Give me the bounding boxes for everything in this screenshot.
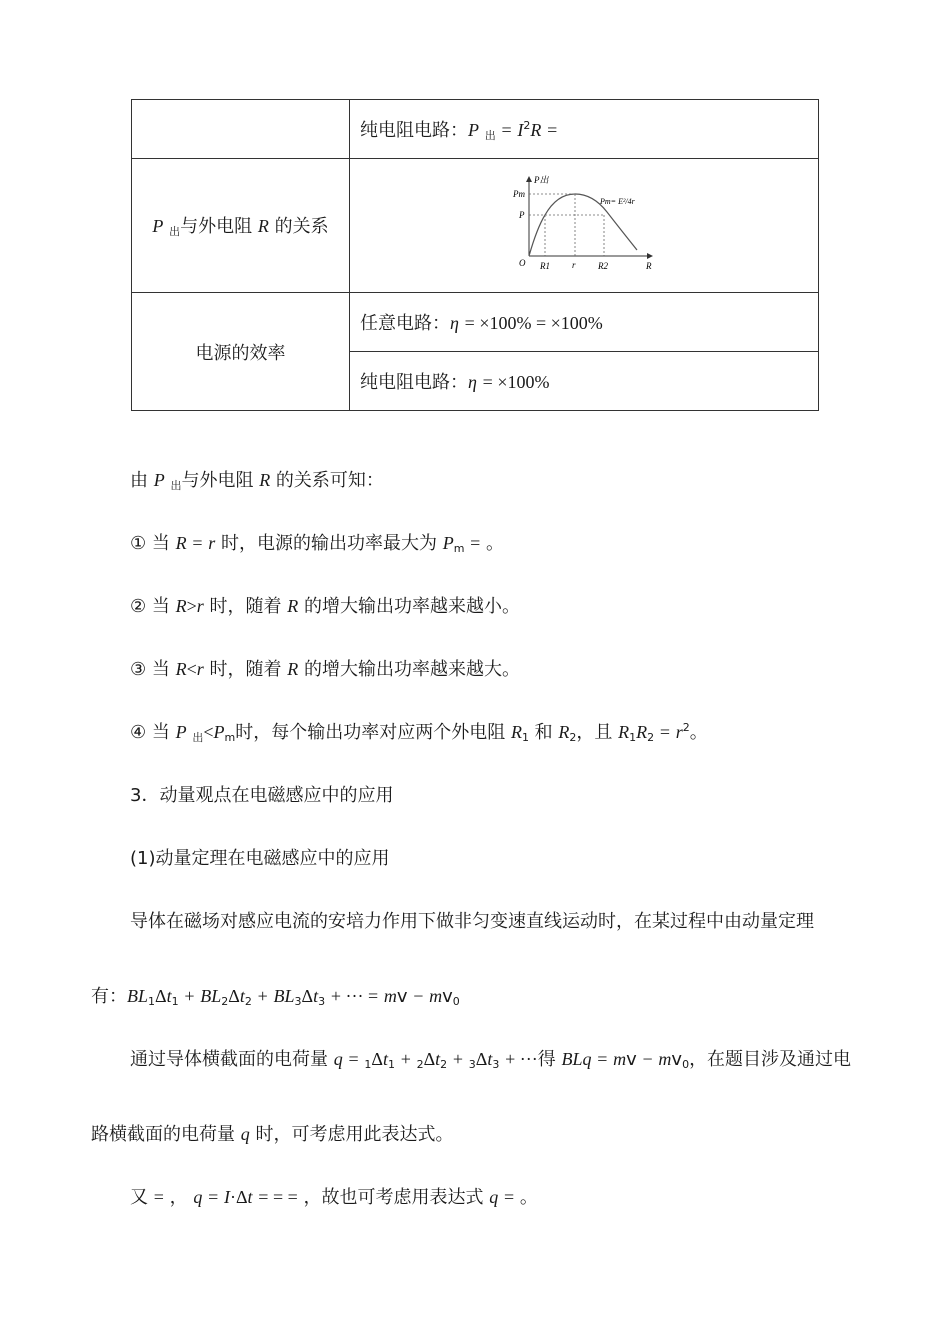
subsection-1-heading: (1)动量定理在电磁感应中的应用 <box>130 848 390 869</box>
table-row <box>132 293 819 352</box>
any-circuit-efficiency: 任意电路：η = ×100% = ×100% <box>350 293 819 352</box>
r1-label: R1 <box>540 260 550 271</box>
paragraph-1: 导体在磁场对感应电流的安培力作用下做非匀变速直线运动时，在某过程中由动量定理 <box>130 911 814 932</box>
table-row <box>132 159 819 293</box>
pure-circuit-efficiency: 纯电阻电路：η = ×100% <box>350 352 819 411</box>
pure-output-formula: 纯电阻电路：P $_出 = I^2R$ = <box>350 100 819 159</box>
efficiency-label: 电源的效率 <box>132 293 350 411</box>
p-label: P <box>519 209 525 220</box>
graph-cell <box>350 159 819 293</box>
table-cell <box>132 100 350 159</box>
section-3-heading: 3．动量观点在电磁感应中的应用 <box>130 785 394 806</box>
y-axis-label: P出 <box>534 174 549 185</box>
paragraph-3: 又 = ， q = I·Δt = = = ，故也可考虑用表达式 q = 。 <box>130 1187 538 1208</box>
momentum-equation: 有：$BL_1\Delta t_1 + BL_2\Delta t_2 + BL_3\Delta t_3$ + ··· = mv − $mv_0$ <box>91 986 460 1008</box>
list-item-4: ④ 当 P $_出<P_m$时，每个输出功率对应两个外电阻 $R_1$ 和 $R_2$，且 $R_1R_2 = r^2$。 <box>130 721 708 744</box>
paragraph-2-cont: 路横截面的电荷量 q 时，可考虑用此表达式。 <box>91 1124 454 1145</box>
intro-text: 由 P $_出$与外电阻 R 的关系可知： <box>130 470 384 492</box>
x-axis-label: R <box>646 260 652 271</box>
power-table <box>131 99 819 411</box>
paragraph-2: 通过导体横截面的电荷量 $q = _1\Delta t_1 + _2\Delta t_2 + _3\Delta t_3$ + ···得 BLq = mv − $mv_0$，在题目涉及通过电 <box>130 1049 852 1071</box>
pm-label: Pm <box>513 188 525 199</box>
list-item-2: ② 当 R>r 时，随着 R 的增大输出功率越来越小。 <box>130 596 520 617</box>
relation-label: P $_出$与外电阻 R 的关系 <box>132 159 350 293</box>
origin-label: O <box>519 257 526 268</box>
r2-label: R2 <box>598 260 608 271</box>
table-row <box>132 100 819 159</box>
list-item-1: ① 当 R = r 时，电源的输出功率最大为 $P_m$ = 。 <box>130 533 505 555</box>
r-label: r <box>572 259 576 270</box>
pm-annotation: Pm= E²/4r <box>600 196 635 206</box>
power-curve-chart <box>509 172 659 280</box>
list-item-3: ③ 当 R<r 时，随着 R 的增大输出功率越来越大。 <box>130 659 520 680</box>
